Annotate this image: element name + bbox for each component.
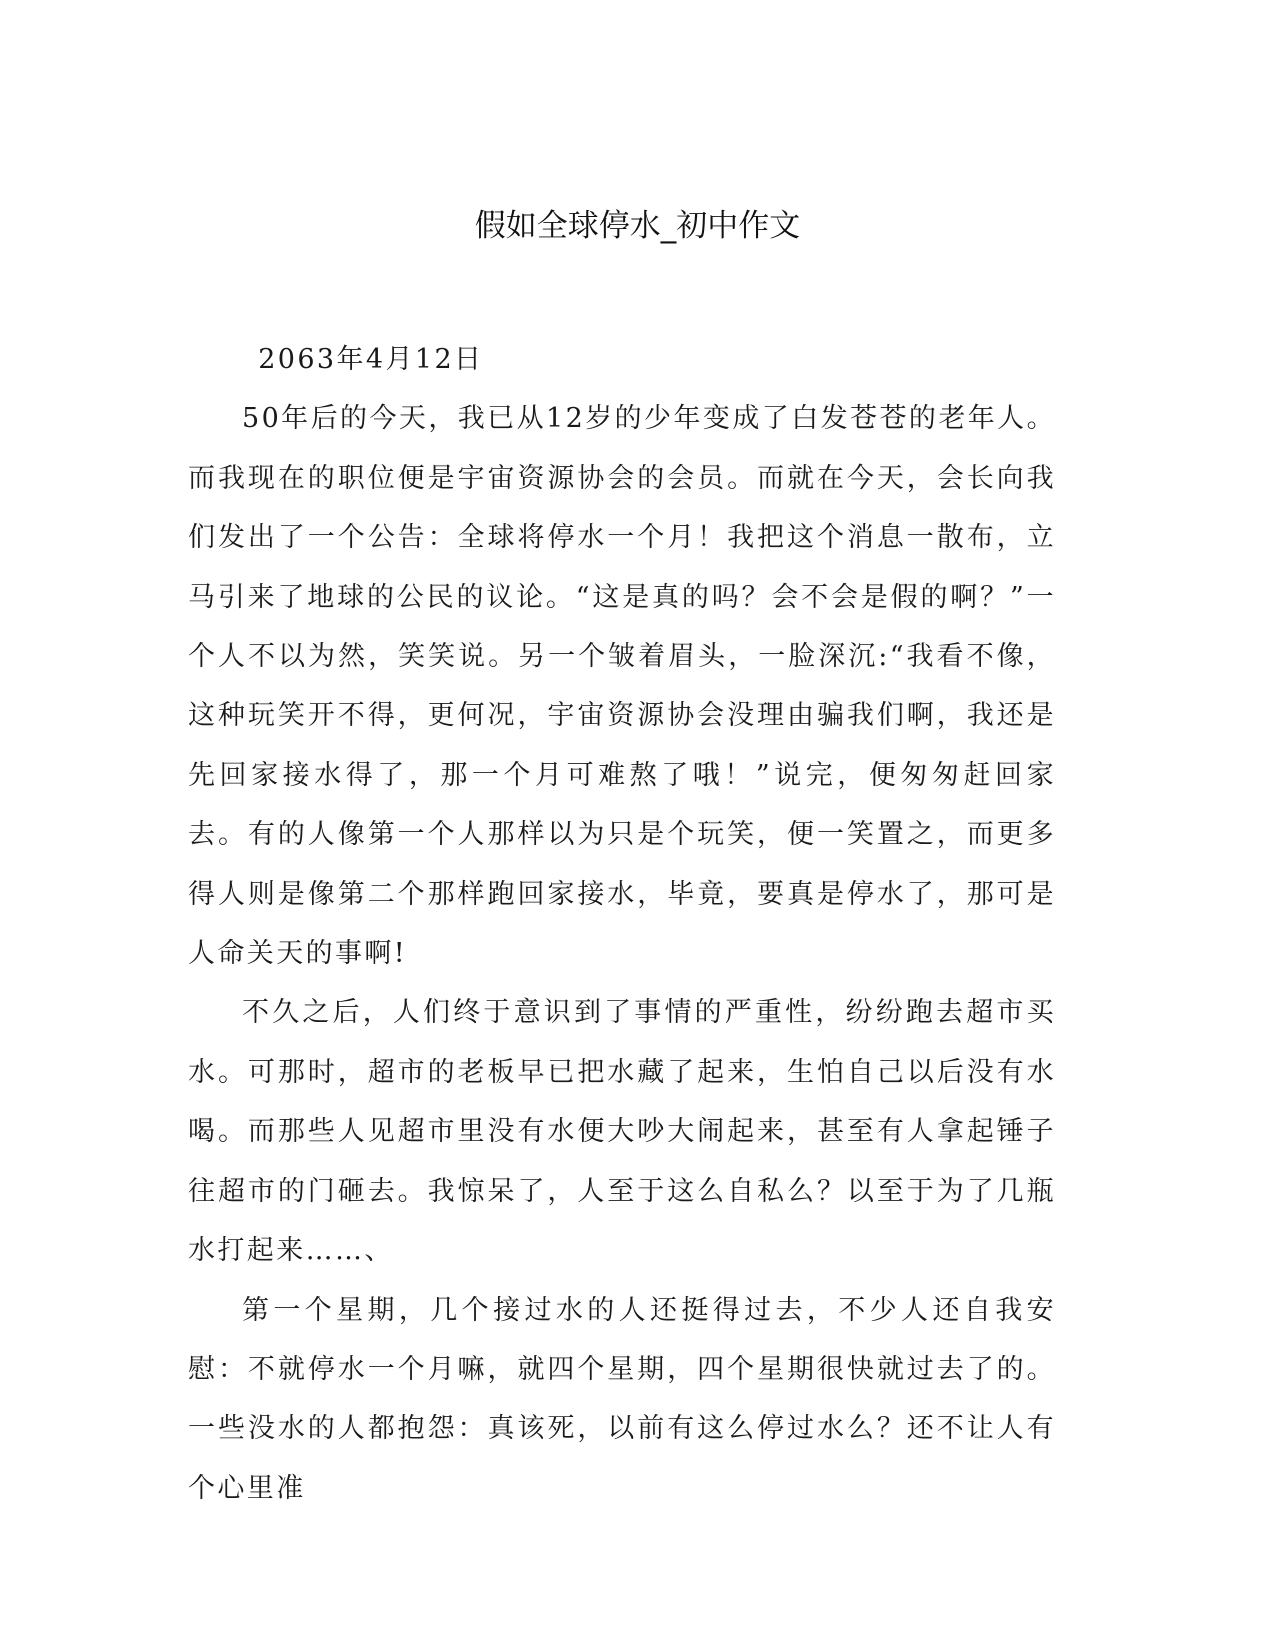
document-body [188,330,1056,1518]
date-line: 2063年4月12日 [258,344,484,375]
paragraph: 第一个星期，几个接过水的人还挺得过去，不少人还自我安慰：不就停水一个月嘛，就四个星期，四个星期很快就过去了的。一些没水的人都抱怨：真该死，以前有这么停过水么？还不让人有个心里准 [188,1294,1056,1504]
paragraph: 50年后的今天，我已从12岁的少年变成了白发苍苍的老年人。而我现在的职位便是宇宙资源协会的会员。而就在今天，会长向我们发出了一个公告：全球将停水一个月！我把这个消息一散布，立马引来了地球的公民的议论。“这是真的吗？会不会是假的啊？”一个人不以为然，笑笑说。另一个皱着眉头，一脸深沉:“我看不像，这种玩笑开不得，更何况，宇宙资源协会没理由骗我们啊，我还是先回家接水得了，那一个月可难熬了哦！”说完，便匆匆赶回家去。有的人像第一个人那样以为只是个玩笑，便一笑置之，而更多得人则是像第二个那样跑回家接水，毕竟，要真是停水了，那可是人命关天的事啊! [188,403,1056,970]
paragraph: 不久之后，人们终于意识到了事情的严重性，纷纷跑去超市买水。可那时，超市的老板早已把水藏了起来，生怕自己以后没有水喝。而那些人见超市里没有水便大吵大闹起来，甚至有人拿起锤子往超市的门砸去。我惊呆了，人至于这么自私么？以至于为了几瓶水打起来……、 [188,997,1056,1267]
document-title: 假如全球停水_初中作文 [474,208,801,244]
